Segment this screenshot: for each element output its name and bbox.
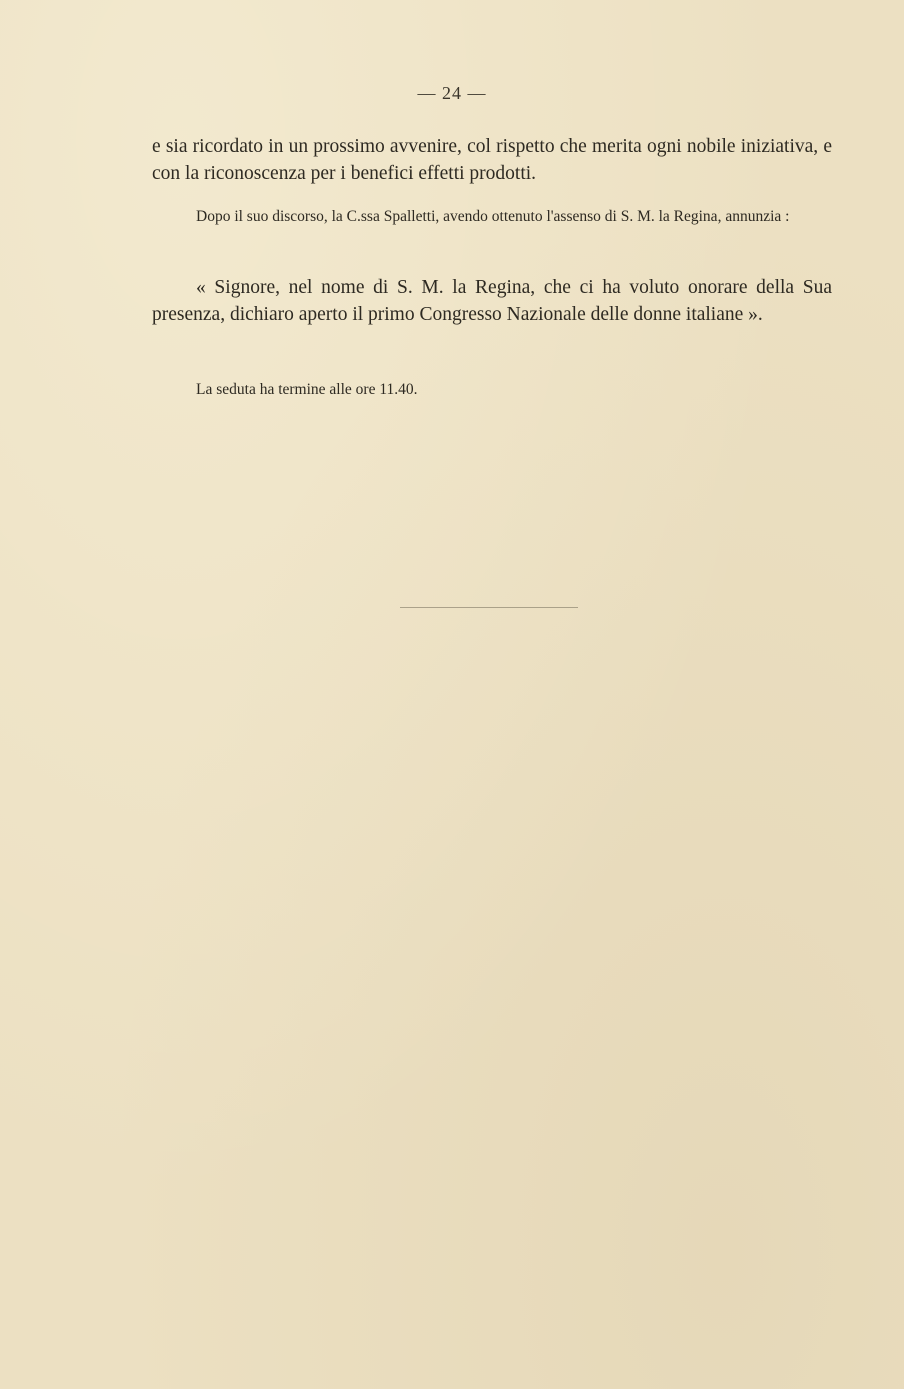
paragraph-quote: « Signore, nel nome di S. M. la Regina, che ci ha voluto onorare della Sua presenza, dichiaro aperto il primo Congresso Nazionale delle donne italiane ». [152,277,832,325]
paragraph-continuation: e sia ricordato in un prossimo avvenire, col rispetto che merita ogni nobile iniziativa, e con la riconoscenza per i benefici effetti prodotti. [152,136,832,184]
page-number: — 24 — [417,83,487,103]
section-divider [400,607,578,608]
paragraph-announcement: Dopo il suo discorso, la C.ssa Spalletti, avendo ottenuto l'assenso di S. M. la Regina, annunzia : [196,208,790,225]
paragraph-closing: La seduta ha termine alle ore 11.40. [196,381,418,398]
